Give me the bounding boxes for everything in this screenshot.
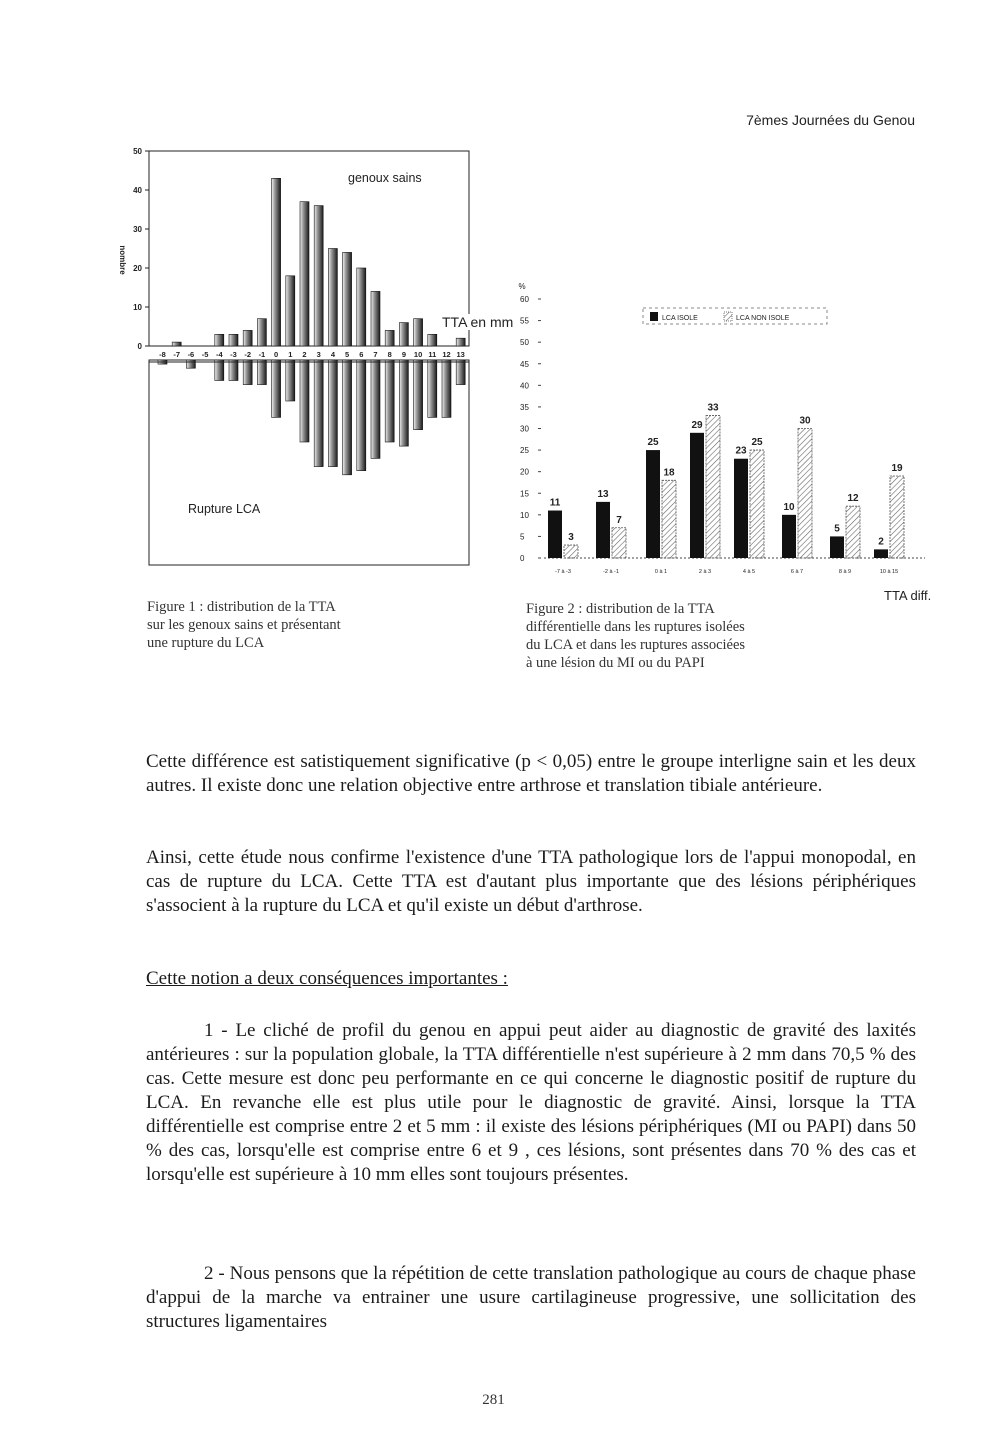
figure-1-caption: [147, 598, 341, 652]
fig2-data-label: 2: [878, 536, 884, 548]
fig2-xtick-label: -7 à -3: [555, 569, 571, 575]
fig1-xtick-label: -3: [230, 350, 237, 359]
paragraph-point-1: 1 - Le cliché de profil du genou en appui peut aider au diagnostic de gravité des laxités antérieures : sur la population globale, la TTA différentielle n'est supérieure à 2 mm dans 70,5 % des cas. Cette mesure est donc peu performante en ce qui concerne le diagnostic positif de rupture du LCA. En revanche elle est plus utile pour le diagnostic de gravité. Ainsi, lorsque la TTA différentielle est comprise entre 2 et 5 mm : il existe des lésions périphériques (MI ou PAPI) dans 50 % des cas, lorsqu'elle est comprise entre 6 et 9 , ces lésions, sont présentes dans 70 % des cas et lorsqu'elle est supérieure à 10 mm elles sont toujours présentes.: [146, 1020, 916, 1185]
fig1-bar-sains: [357, 268, 366, 346]
fig1-xtick-label: 2: [302, 350, 307, 359]
fig1-xtick-label: 11: [428, 350, 437, 359]
fig1-xtick-label: 0: [274, 350, 279, 359]
fig2-ytick-label: 40: [520, 381, 529, 391]
fig1-xtick-label: -2: [244, 350, 252, 359]
fig1-bar-sains: [215, 334, 224, 346]
figure-2-chart: [500, 275, 930, 585]
fig1-series-label-sains: genoux sains: [348, 171, 422, 185]
fig1-ytick-label: 50: [133, 147, 142, 156]
fig1-bar-rupture: [229, 360, 238, 381]
fig2-legend-swatch-non-isole: [724, 312, 732, 321]
fig2-data-label: 18: [663, 467, 675, 479]
fig2-ytick-label: 60: [520, 295, 529, 304]
fig1-series-label-rupture: Rupture LCA: [188, 502, 261, 516]
fig1-bar-rupture: [243, 360, 252, 385]
fig2-ytick-label: 10: [520, 510, 529, 520]
fig1-bar-sains: [300, 202, 309, 346]
fig2-ytick-label: 0: [520, 554, 525, 563]
fig1-bar-rupture: [357, 360, 366, 471]
fig2-xtick-label: 10 à 15: [879, 569, 899, 575]
fig1-ytick-label: 40: [133, 186, 142, 195]
fig2-ylabel: %: [518, 282, 526, 291]
fig2-data-label: 29: [691, 419, 703, 431]
paragraph-2: Ainsi, cette étude nous confirme l'existence d'une TTA pathologique lors de l'appui monopodal, en cas de rupture du LCA. Cette TTA est d'autant plus importante que des lésions périphériques s'associent à la rupture du LCA et qu'il existe un début d'arthrose.: [146, 847, 916, 916]
fig2-bar-non-isole: [564, 545, 578, 558]
fig1-xtick-label: 8: [387, 350, 392, 359]
fig1-bar-sains: [385, 330, 394, 346]
fig2-ytick-label: 50: [520, 338, 529, 348]
caption-line: sur les genoux sains et présentant: [147, 617, 341, 633]
fig1-bar-rupture: [428, 360, 437, 417]
fig1-bar-sains: [399, 323, 408, 346]
fig2-ytick-label: 35: [520, 402, 529, 412]
fig1-bar-rupture: [399, 360, 408, 446]
fig2-data-label: 23: [735, 445, 747, 457]
caption-line: différentielle dans les ruptures isolées: [526, 619, 745, 635]
fig2-bar-isole: [830, 536, 844, 558]
fig1-xtick-label: -5: [201, 350, 209, 359]
fig1-xtick-label: -4: [215, 350, 223, 359]
fig2-bar-isole: [596, 502, 610, 558]
fig2-legend-swatch-isole: [650, 312, 658, 321]
fig2-xtick-label: 4 à 5: [742, 569, 756, 575]
fig2-data-label: 5: [834, 523, 840, 535]
fig1-ytick-label: 20: [133, 264, 142, 273]
fig2-legend-label-isole: LCA ISOLE: [662, 315, 698, 322]
fig1-xtick-label: 5: [345, 350, 350, 359]
fig2-bar-isole: [548, 511, 562, 558]
section-heading: Cette notion a deux conséquences importantes :: [146, 968, 508, 989]
fig1-xtick-label: -6: [187, 350, 195, 359]
figure-2-caption: [526, 600, 745, 672]
fig2-bar-isole: [874, 549, 888, 558]
fig1-bar-sains: [328, 249, 337, 347]
fig1-bar-sains: [257, 319, 266, 346]
fig2-bar-isole: [734, 459, 748, 558]
fig1-bar-rupture: [314, 360, 323, 467]
fig2-ytick-label: 25: [520, 446, 529, 456]
paragraph-1: Cette différence est satistiquement significative (p < 0,05) entre le groupe interligne sain et les deux autres. Il existe donc une relation objective entre arthrose et translation tibiale antérieure.: [146, 751, 916, 796]
fig1-xaxis-label: TTA en mm: [442, 314, 514, 330]
fig2-bar-isole: [690, 433, 704, 558]
fig1-bar-rupture: [272, 360, 281, 417]
fig2-data-label: 25: [647, 437, 659, 449]
fig1-xtick-label: 3: [316, 350, 321, 359]
fig1-bar-rupture: [414, 360, 423, 430]
fig2-data-label: 11: [549, 497, 561, 509]
fig2-data-label: 10: [783, 501, 795, 513]
fig2-data-label: 33: [707, 402, 719, 414]
fig2-data-label: 3: [568, 532, 574, 544]
fig1-xtick-label: 10: [413, 350, 423, 359]
fig2-bar-non-isole: [612, 528, 626, 558]
fig2-ytick-label: 15: [520, 489, 529, 499]
page-number: 281: [482, 1392, 505, 1408]
fig1-ytick-label: 0: [137, 342, 142, 351]
fig1-bar-rupture: [300, 360, 309, 442]
fig1-bar-sains: [229, 334, 238, 346]
fig1-bar-rupture: [371, 360, 380, 458]
fig1-xtick-label: 6: [359, 350, 364, 359]
fig1-bar-rupture: [456, 360, 465, 385]
fig1-bar-rupture: [343, 360, 352, 475]
fig1-xtick-label: 1: [288, 350, 293, 359]
fig2-data-label: 12: [847, 493, 859, 505]
fig1-bar-sains: [172, 342, 181, 346]
paragraph-point-2: 2 - Nous pensons que la répétition de cette translation pathologique au cours de chaque phase d'appui de la marche va entrainer une usure cartilagineuse progressive, une sollicitation des structures ligamentaires: [146, 1263, 916, 1332]
fig1-bar-sains: [456, 338, 465, 346]
fig2-bar-non-isole: [846, 506, 860, 558]
figure-1-chart: [110, 140, 480, 580]
fig1-bar-sains: [371, 291, 380, 346]
fig1-xtick-label: 4: [330, 350, 335, 359]
fig1-ytick-label: 10: [133, 303, 142, 312]
fig1-bar-sains: [272, 178, 281, 346]
fig2-bar-non-isole: [662, 480, 676, 558]
fig1-xtick-label: -1: [258, 350, 266, 359]
fig2-xtick-label: 8 à 9: [838, 569, 852, 575]
fig1-xtick-label: -8: [159, 350, 166, 359]
fig2-ytick-label: 30: [520, 424, 529, 434]
fig1-bar-rupture: [328, 360, 337, 467]
fig2-data-label: 7: [616, 514, 622, 526]
fig2-bar-non-isole: [798, 429, 812, 559]
fig2-ytick-label: 5: [520, 532, 525, 542]
fig2-data-label: 25: [751, 437, 763, 449]
fig1-bar-sains: [428, 334, 437, 346]
fig1-ylabel: nombre: [118, 245, 127, 275]
fig1-bar-rupture: [286, 360, 295, 401]
fig1-bar-sains: [286, 276, 295, 346]
fig1-ytick-label: 30: [133, 225, 142, 234]
caption-line: du LCA et dans les ruptures associées: [526, 637, 746, 653]
caption-line: une rupture du LCA: [147, 635, 265, 651]
fig2-xtick-label: 0 à 1: [654, 569, 668, 575]
fig2-ytick-label: 55: [520, 316, 529, 326]
caption-line: à une lésion du MI ou du PAPI: [526, 655, 705, 671]
fig2-data-label: 30: [799, 415, 811, 427]
caption-line: Figure 1 : distribution de la TTA: [147, 599, 336, 615]
fig1-bar-rupture: [186, 360, 195, 368]
fig1-xtick-label: 9: [401, 350, 406, 359]
fig1-bar-rupture: [442, 360, 451, 417]
fig1-bar-sains: [414, 319, 423, 346]
fig2-xaxis-label: TTA diff.: [884, 588, 932, 603]
fig2-ytick-label: 45: [520, 359, 529, 369]
fig2-bar-isole: [646, 450, 660, 558]
fig1-xtick-label: 13: [456, 350, 465, 359]
fig1-xtick-label: -7: [173, 350, 181, 359]
fig2-bar-non-isole: [750, 450, 764, 558]
fig1-bar-rupture: [385, 360, 394, 442]
fig1-bar-sains: [343, 252, 352, 346]
fig1-bar-sains: [243, 330, 252, 346]
fig2-data-label: 19: [891, 462, 903, 474]
fig1-bar-rupture: [215, 360, 224, 381]
fig2-legend-label-non-isole: LCA NON ISOLE: [736, 315, 790, 322]
caption-line: Figure 2 : distribution de la TTA: [526, 601, 715, 617]
fig2-bar-non-isole: [706, 416, 720, 558]
fig2-xtick-label: -2 à -1: [603, 569, 619, 575]
fig2-xtick-label: 2 à 3: [698, 569, 712, 575]
fig2-bar-isole: [782, 515, 796, 558]
fig2-bar-non-isole: [890, 476, 904, 558]
fig2-xtick-label: 6 à 7: [790, 569, 804, 575]
fig1-bar-rupture: [257, 360, 266, 385]
fig1-xtick-label: 7: [373, 350, 378, 359]
fig2-ytick-label: 20: [520, 467, 529, 477]
running-header: 7èmes Journées du Genou: [746, 112, 915, 128]
fig2-data-label: 13: [597, 488, 609, 500]
fig1-xtick-label: 12: [442, 350, 451, 359]
fig1-bar-sains: [314, 206, 323, 346]
